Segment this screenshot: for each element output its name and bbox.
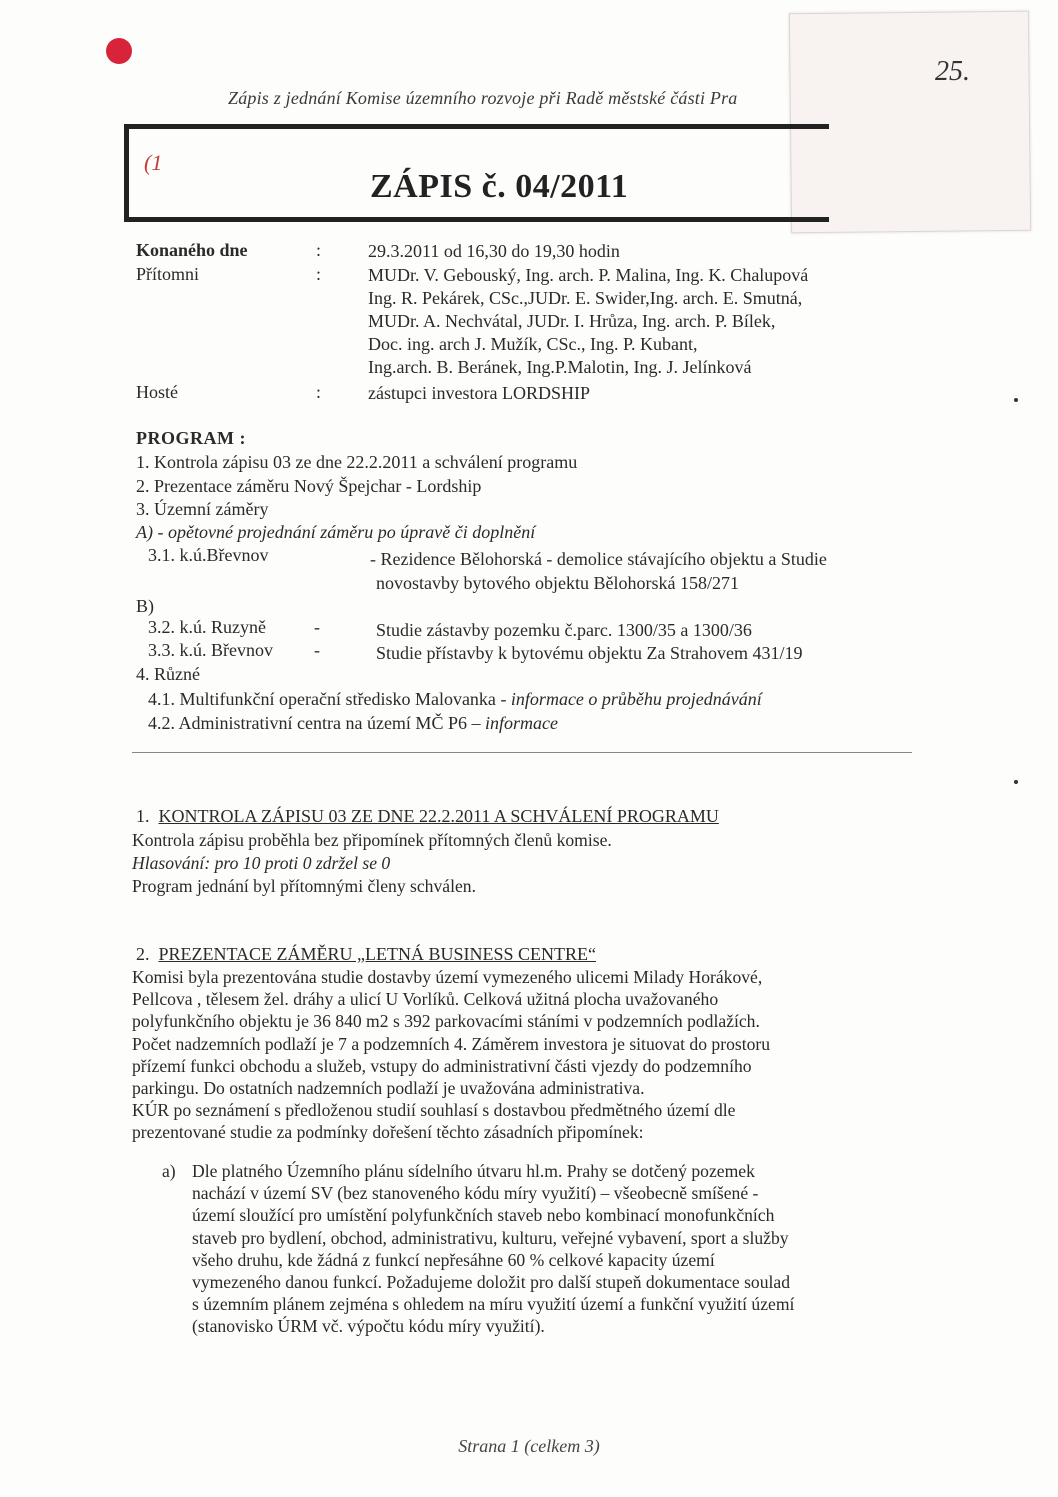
program-item-3: 3. Územní záměry xyxy=(136,499,269,519)
red-marker-dot xyxy=(106,38,132,64)
document-header: Zápis z jednání Komise územního rozvoje při Radě městské části Pra xyxy=(228,88,738,108)
present-line: MUDr. V. Gebouský, Ing. arch. P. Malina, Ing. K. Chalupová xyxy=(368,265,809,285)
section-1-line-1: Kontrola zápisu proběhla bez připomínek přítomných členů komise. xyxy=(132,830,612,850)
dash: - xyxy=(314,640,320,660)
present-line: Ing. R. Pekárek, CSc.,JUDr. E. Swider,Ing. arch. E. Smutná, xyxy=(368,288,803,308)
program-item-4: 4. Různé xyxy=(136,664,200,684)
point-a-line: staveb pro bydlení, obchod, administrativu, kulturu, veřejné vybavení, sport a služby xyxy=(192,1227,789,1248)
paragraph-line: parkingu. Do ostatních nadzemních podlaží je uvažována administrativa. xyxy=(132,1078,645,1099)
section-1-heading xyxy=(136,806,719,827)
point-a-line: (stanovisko ÚRM vč. výpočtu kódu míry využití). xyxy=(192,1316,545,1337)
colon: : xyxy=(316,264,322,284)
paragraph-line: Pellcova , tělesem žel. dráhy a ulicí U Vorlíků. Celková užitná plocha uvažovaného xyxy=(132,989,719,1010)
program-item-4-2-text: 4.2. Administrativní centra na území MČ P6 – xyxy=(148,713,485,733)
program-heading: PROGRAM : xyxy=(136,428,246,448)
point-a-line: vymezeného danou funkcí. Požadujeme doložit pro další stupeň dokumentace soulad xyxy=(192,1272,791,1293)
program-item-4-2 xyxy=(148,713,558,734)
section-1-line-3: Program jednání byl přítomnými členy schválen. xyxy=(132,876,476,896)
program-item-1: 1. Kontrola zápisu 03 ze dne 22.2.2011 a schválení programu xyxy=(136,452,578,472)
scan-speck xyxy=(1014,398,1018,402)
program-item-4-1 xyxy=(148,689,762,710)
page-footer: Strana 1 (celkem 3) xyxy=(458,1436,600,1456)
handwritten-mark: (1 xyxy=(144,150,163,175)
program-item-2: 2. Prezentace záměru Nový Špejchar - Lordship xyxy=(136,476,482,496)
section-2-number: 2. xyxy=(136,944,150,964)
section-2-title: PREZENTACE ZÁMĚRU „LETNÁ BUSINESS CENTRE“ xyxy=(158,944,597,964)
present-line: Doc. ing. arch J. Mužík, CSc., Ing. P. Kubant, xyxy=(368,334,698,354)
paragraph-line: KÚR po seznámení s předloženou studií souhlasí s dostavbou předmětného území dle xyxy=(132,1100,736,1121)
colon: : xyxy=(316,382,322,402)
section-2-heading xyxy=(136,944,596,965)
sticky-note-mark: 25. xyxy=(935,56,970,87)
present-line: Ing.arch. B. Beránek, Ing.P.Malotin, Ing. J. Jelínková xyxy=(368,357,752,377)
scan-speck xyxy=(1014,780,1018,784)
point-a-label: a) xyxy=(162,1161,176,1181)
present-list xyxy=(368,264,808,379)
divider xyxy=(132,752,912,753)
program-item-3-1-place: 3.1. k.ú.Břevnov xyxy=(148,545,269,565)
paragraph-line: přízemí funkci obchodu a služeb, vstupy do administrativní části vjezdy do podzemního xyxy=(132,1055,752,1076)
program-sub-b: B) xyxy=(136,596,154,616)
date-value: 29.3.2011 od 16,30 do 19,30 hodin xyxy=(368,241,620,261)
program-item-4-1-note: - informace o průběhu projednávání xyxy=(495,689,762,709)
dash: - xyxy=(314,617,320,637)
page-title: ZÁPIS č. 04/2011 xyxy=(370,168,629,205)
guests-value: zástupci investora LORDSHIP xyxy=(368,383,590,403)
present-line: MUDr. A. Nechvátal, JUDr. I. Hrůza, Ing. arch. P. Bílek, xyxy=(368,311,776,331)
colon: : xyxy=(316,240,322,260)
program-item-3-2-place: 3.2. k.ú. Ruzyně xyxy=(148,617,266,637)
program-sub-a: A) - opětovné projednání záměru po úpravě či doplnění xyxy=(136,522,536,542)
section-1-number: 1. xyxy=(136,806,150,826)
point-a-line: Dle platného Územního plánu sídelního útvaru hl.m. Prahy se dotčený pozemek xyxy=(192,1161,755,1181)
program-item-3-2-text: Studie zástavby pozemku č.parc. 1300/35 a 1300/36 xyxy=(376,620,752,640)
point-a xyxy=(192,1160,908,1338)
date-label: Konaného dne xyxy=(136,240,248,260)
paragraph-line: Komisi byla prezentována studie dostavby území vymezeného ulicemi Milady Horákové, xyxy=(132,967,763,987)
section-1-title: KONTROLA ZÁPISU 03 ZE DNE 22.2.2011 A SCHVÁLENÍ PROGRAMU xyxy=(158,806,719,826)
program-item-3-1-text-2: novostavby bytového objektu Bělohorská 158/271 xyxy=(376,573,739,593)
section-1-vote: Hlasování: pro 10 proti 0 zdržel se 0 xyxy=(132,853,391,873)
point-a-line: všeho druhu, kde žádná z funkcí nepřesáhne 60 % celkové kapacity území xyxy=(192,1249,715,1270)
point-a-line: nachází v území SV (bez stanoveného kódu míry využití) – všeobecně smíšené - xyxy=(192,1183,759,1204)
paragraph-line: polyfunkčního objektu je 36 840 m2 s 392 parkovacími stáními v podzemních podlažích. xyxy=(132,1011,760,1032)
program-item-3-1-text: - Rezidence Bělohorská - demolice stávajícího objektu a Studie xyxy=(370,549,827,569)
program-item-3-3-place: 3.3. k.ú. Břevnov xyxy=(148,640,273,660)
section-2-paragraph-1 xyxy=(132,966,908,1144)
point-a-line: s územním plánem zejména s ohledem na míru využití území a funkční využití území xyxy=(192,1294,795,1315)
program-item-4-2-note: informace xyxy=(484,713,558,733)
guests-label: Hosté xyxy=(136,382,178,402)
program-item-4-1-text: 4.1. Multifunkční operační středisko Malovanka xyxy=(148,689,496,709)
point-a-line: území sloužící pro umístění polyfunkčních staveb nebo kombinací monofunkčních xyxy=(192,1205,775,1226)
paragraph-line: prezentované studie za podmínky dořešení těchto zásadních připomínek: xyxy=(132,1122,644,1143)
program-item-3-3-text: Studie přístavby k bytovému objektu Za Strahovem 431/19 xyxy=(376,643,803,663)
paragraph-line: Počet nadzemních podlaží je 7 a podzemních 4. Záměrem investora je situovat do prostoru xyxy=(132,1033,771,1054)
present-label: Přítomni xyxy=(136,264,200,284)
